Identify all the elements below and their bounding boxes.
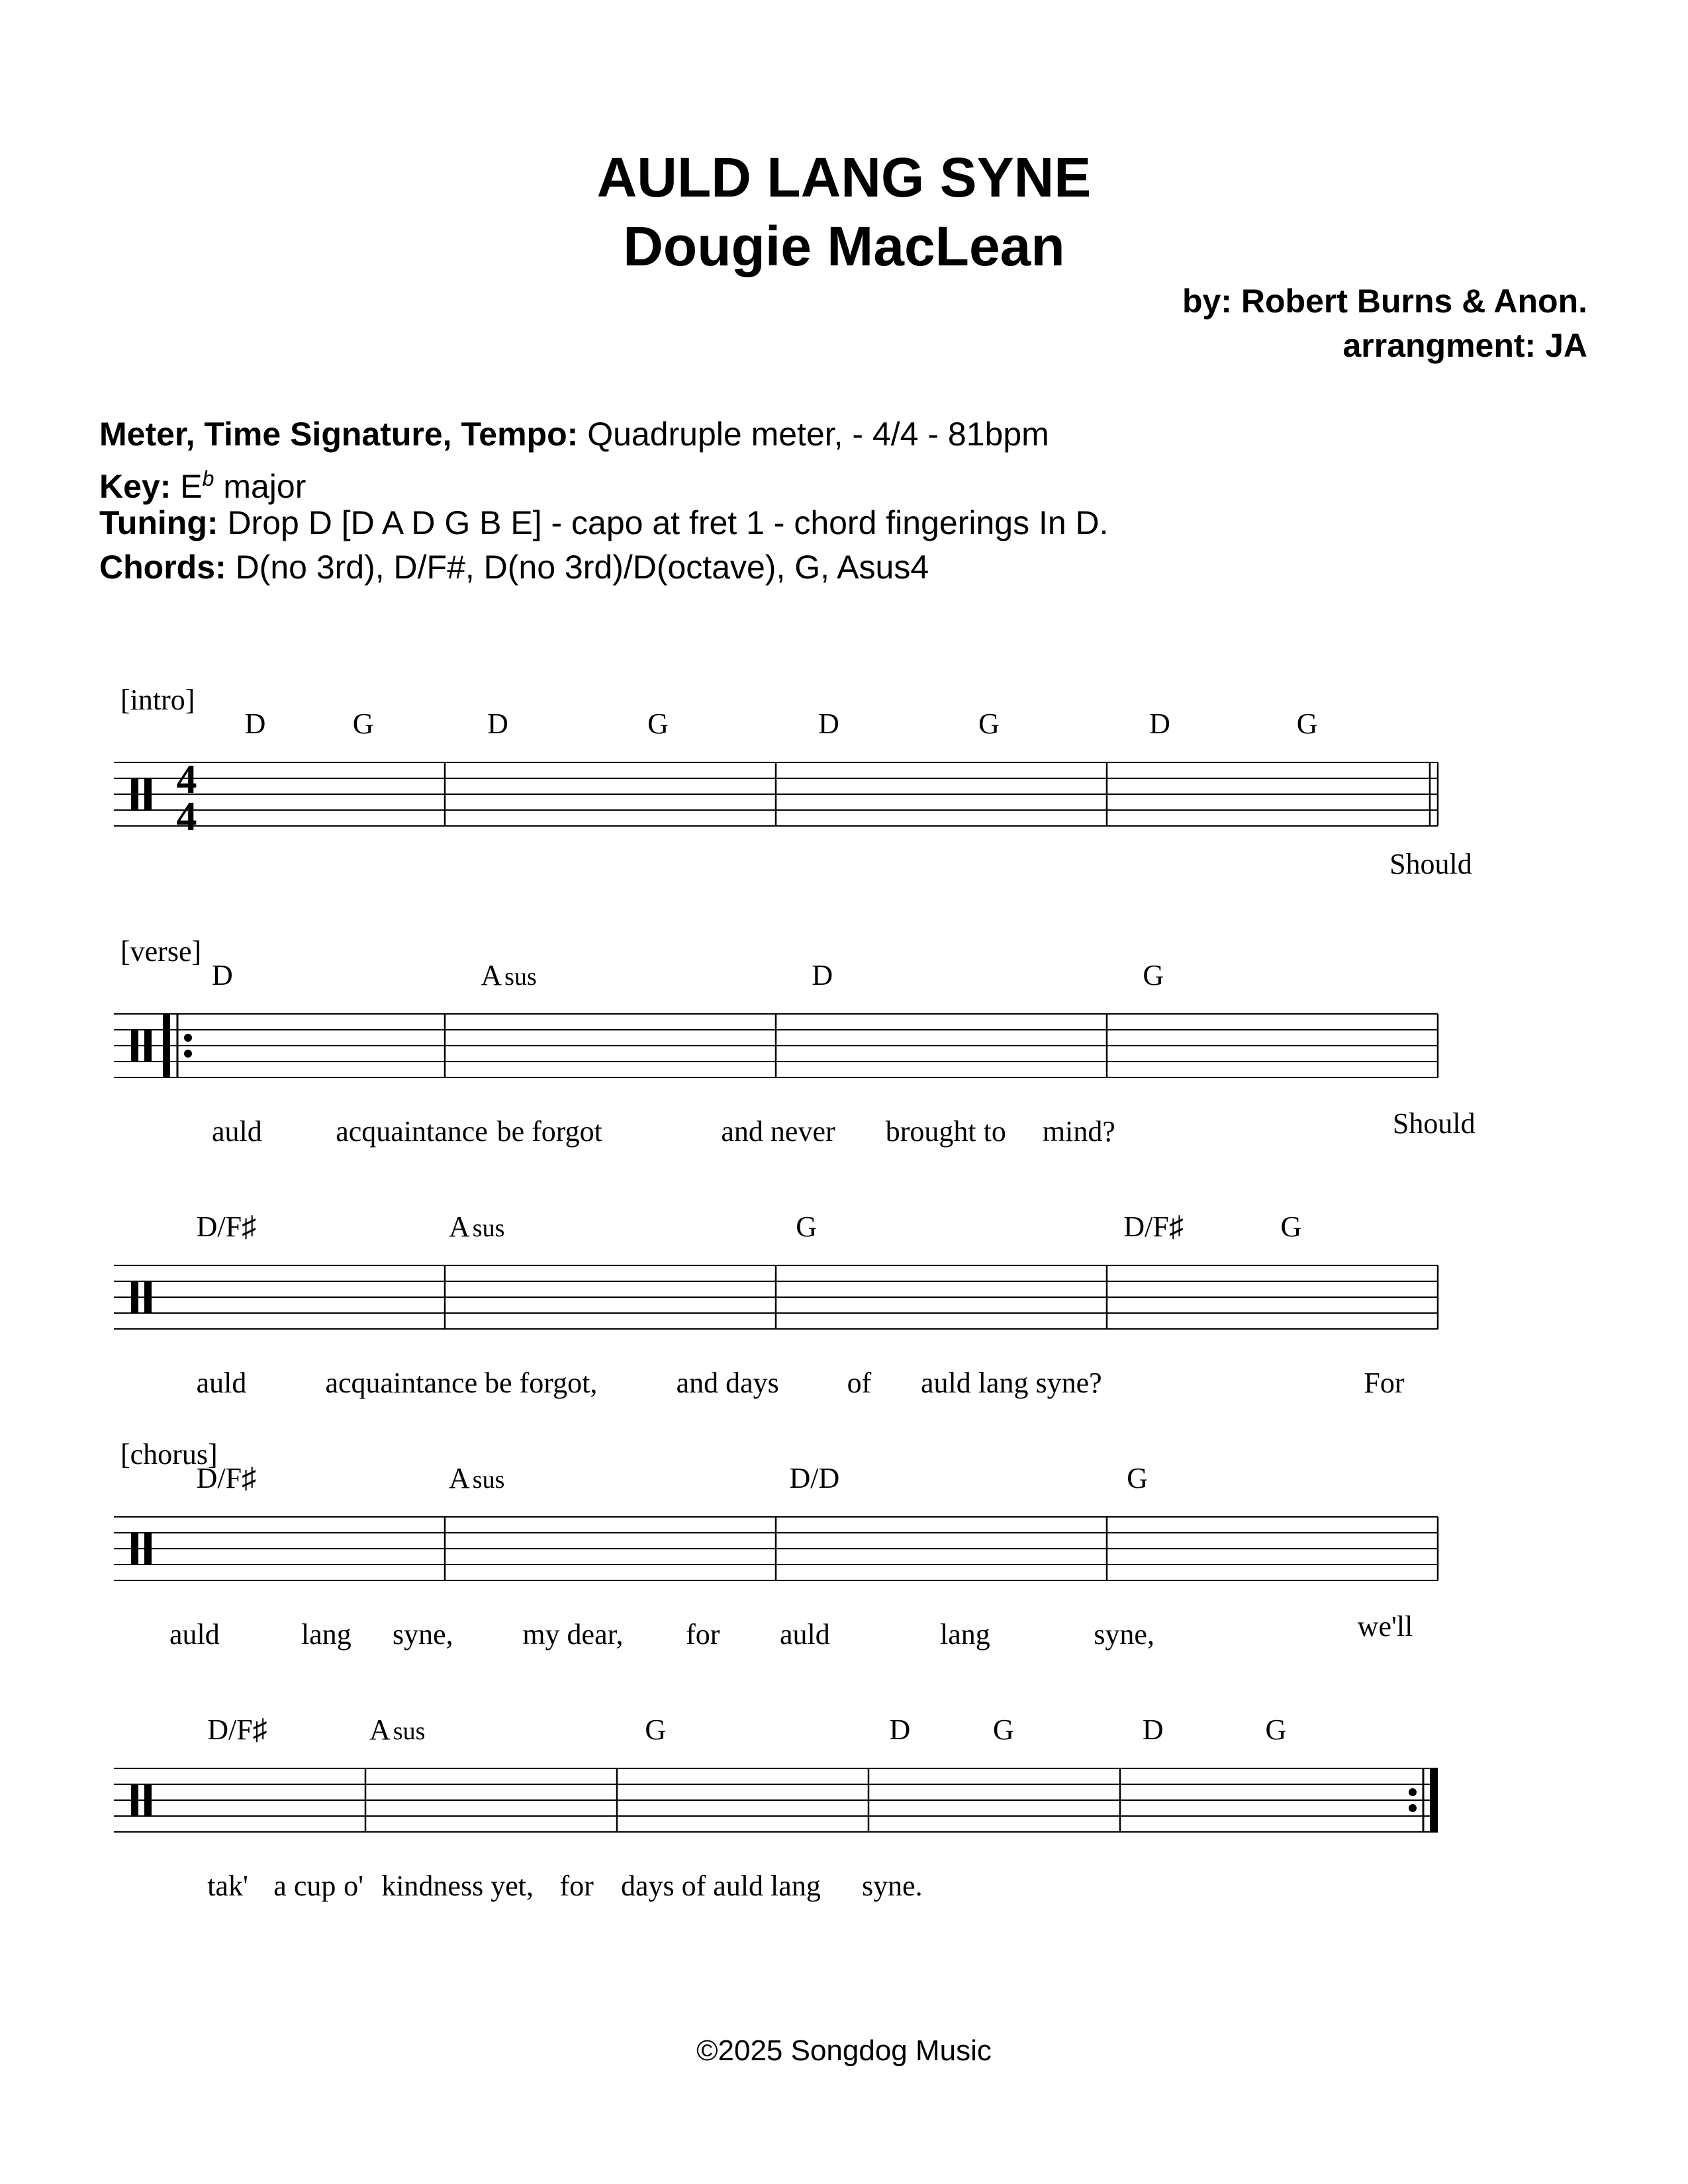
lyric-word: brought to <box>885 1115 1006 1148</box>
chord-symbol: G <box>978 707 1000 740</box>
key-accidental: b <box>202 467 214 490</box>
chord-symbol: D/F♯ <box>207 1713 267 1746</box>
clef-bar <box>144 778 152 810</box>
time-signature-top: 4 <box>176 757 197 802</box>
staff-system <box>114 1210 1438 1399</box>
composer-credit: by: Robert Burns & Anon. <box>1182 283 1587 320</box>
lyric-word: syne. <box>862 1870 923 1902</box>
chords-value: D(no 3rd), D/F#, D(no 3rd)/D(octave), G, Asus4 <box>235 549 929 586</box>
copyright-footer: ©2025 Songdog Music <box>696 2034 992 2067</box>
chord-symbol: G <box>647 707 669 740</box>
key-label: Key: <box>99 468 171 505</box>
lyric-word: syne, <box>1094 1618 1154 1651</box>
clef-bar <box>131 1281 138 1313</box>
chord-symbol: A sus <box>449 1462 505 1494</box>
lyric-word: syne, <box>392 1618 453 1651</box>
chord-symbol: D/F♯ <box>196 1210 257 1243</box>
chord-symbol: G <box>1143 959 1164 991</box>
section-label: [verse] <box>120 935 202 968</box>
staff-system <box>114 1713 1438 1902</box>
arrangement-credit: arrangment: JA <box>1342 327 1587 364</box>
lyric-word: auld <box>196 1367 247 1399</box>
chord-symbol: D/F♯ <box>1123 1210 1184 1243</box>
time-signature <box>177 757 197 839</box>
chord-symbol: G <box>1127 1462 1148 1494</box>
lyric-word: acquaintance <box>336 1115 488 1148</box>
tuning-label: Tuning: <box>99 504 218 541</box>
staff-system <box>114 1438 1438 1651</box>
staff-system <box>114 935 1476 1148</box>
chord-symbol: G <box>352 707 374 740</box>
clef-bar <box>144 1784 152 1816</box>
lyric-word: for <box>559 1870 594 1902</box>
chord-symbol: G <box>1265 1713 1287 1746</box>
chord-symbol: D <box>812 959 833 991</box>
key-mode: major <box>223 468 306 505</box>
chord-symbol: G <box>645 1713 667 1746</box>
clef-bar <box>131 1030 138 1062</box>
lyric-word: auld lang syne? <box>920 1367 1102 1399</box>
chord-symbol: D/D <box>789 1462 840 1494</box>
clef-bar <box>144 1533 152 1565</box>
chord-symbol: G <box>1280 1210 1302 1243</box>
lyric-word: of <box>847 1367 872 1399</box>
chord-symbol: G <box>1296 707 1318 740</box>
lyric-word: we'll <box>1357 1610 1413 1643</box>
chord-symbol: D/F♯ <box>196 1462 257 1494</box>
lyric-word: and never <box>721 1115 835 1148</box>
repeat-dot <box>184 1034 192 1042</box>
lyric-word: o' <box>344 1870 364 1902</box>
repeat-dot <box>1409 1804 1417 1812</box>
song-title: AULD LANG SYNE <box>596 146 1092 208</box>
chord-symbol: A sus <box>449 1210 505 1243</box>
repeat-end-thick-bar <box>1430 1768 1438 1832</box>
clef-bar <box>131 1784 138 1816</box>
meter-value: Quadruple meter, - 4/4 - 81bpm <box>587 416 1049 453</box>
chord-symbol: D <box>889 1713 911 1746</box>
lyric-word: mind? <box>1042 1115 1115 1148</box>
repeat-start-thick-bar <box>163 1014 170 1077</box>
lyric-word: auld <box>169 1618 220 1651</box>
clef-bar <box>131 1533 138 1565</box>
section-label: [chorus] <box>120 1438 218 1471</box>
lyric-word: For <box>1364 1367 1405 1399</box>
lyric-word: lang <box>940 1618 990 1651</box>
repeat-dot <box>1409 1788 1417 1796</box>
lyric-word: Should <box>1392 1107 1476 1140</box>
meter-label: Meter, Time Signature, Tempo: <box>99 416 579 453</box>
lyric-word: kindness yet, <box>381 1870 534 1902</box>
lyric-word: tak' <box>207 1870 248 1902</box>
tuning-value: Drop D [D A D G B E] - capo at fret 1 - chord fingerings In D. <box>227 504 1109 541</box>
lyric-word: auld <box>212 1115 262 1148</box>
chord-symbol: G <box>796 1210 817 1243</box>
lyric-word: auld <box>780 1618 830 1651</box>
chord-symbol: A sus <box>481 959 537 991</box>
section-label: [intro] <box>120 684 195 716</box>
chord-symbol: D <box>1149 707 1170 740</box>
chord-symbol: D <box>487 707 508 740</box>
chord-symbol: G <box>993 1713 1014 1746</box>
chord-symbol: D <box>212 959 233 991</box>
time-signature-bottom: 4 <box>176 794 197 839</box>
artist-name: Dougie MacLean <box>623 215 1065 277</box>
lyric-word: acquaintance be forgot, <box>325 1367 598 1399</box>
repeat-dot <box>184 1050 192 1058</box>
lyric-word: be forgot <box>496 1115 602 1148</box>
chord-symbol: D <box>1142 1713 1164 1746</box>
chord-symbol: D <box>818 707 839 740</box>
chords-label: Chords: <box>99 549 226 586</box>
lyric-word: days of auld lang <box>621 1870 821 1902</box>
key-note: E <box>180 468 203 505</box>
lyric-word: Should <box>1389 848 1472 880</box>
staff-system <box>114 684 1472 880</box>
lyric-word: and days <box>676 1367 779 1399</box>
lyric-word: my dear, <box>522 1618 624 1651</box>
lyric-word: a cup <box>273 1870 336 1902</box>
lyric-word: lang <box>301 1618 352 1651</box>
clef-bar <box>144 1030 152 1062</box>
chord-symbol: D <box>244 707 266 740</box>
clef-bar <box>131 778 138 810</box>
clef-bar <box>144 1281 152 1313</box>
lyric-word: for <box>686 1618 720 1651</box>
chord-symbol: A sus <box>369 1713 426 1746</box>
